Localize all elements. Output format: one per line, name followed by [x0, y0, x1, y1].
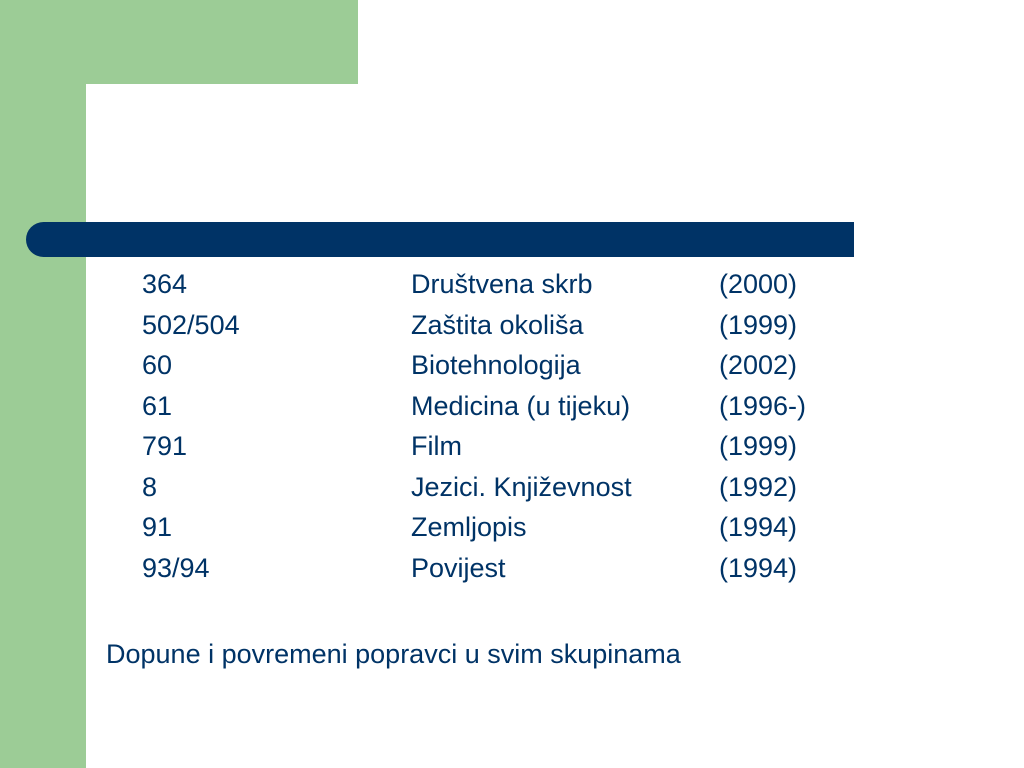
subject-name: Medicina (u tijeku) [411, 390, 631, 421]
edition-year: (1994) [719, 512, 798, 542]
list-item [142, 386, 862, 427]
udc-code: 8 [142, 471, 158, 502]
edition-year: (2002) [719, 350, 798, 380]
subject-name: Povijest [411, 552, 506, 583]
list-item [142, 345, 862, 386]
decorative-rounded-corner [86, 84, 206, 204]
edition-year: (2000) [719, 269, 798, 299]
udc-code: 91 [142, 512, 173, 542]
edition-year: (1999) [719, 309, 798, 340]
subject-name: Zaštita okoliša [411, 309, 584, 340]
decorative-green-sidebar [0, 0, 86, 768]
udc-code: 791 [142, 431, 188, 461]
decorative-title-stripe [26, 222, 854, 257]
footer-note: Dopune i povremeni popravci u svim skupinama [106, 639, 681, 669]
udc-code: 60 [142, 350, 173, 380]
subject-name: Biotehnologija [411, 350, 581, 380]
list-item [142, 507, 862, 548]
udc-code: 61 [142, 390, 173, 421]
list-item [142, 467, 862, 508]
list-item [142, 305, 862, 346]
edition-year: (1996-) [719, 390, 807, 421]
edition-year: (1999) [719, 431, 798, 461]
edition-year: (1992) [719, 471, 798, 502]
subject-name: Zemljopis [411, 512, 527, 542]
udc-code: 364 [142, 269, 188, 299]
subject-name: Film [411, 431, 462, 461]
list-item [142, 264, 862, 305]
udc-code: 502/504 [142, 309, 240, 340]
subject-name: Društvena skrb [411, 269, 593, 299]
classification-list [142, 264, 862, 588]
list-item [142, 548, 862, 589]
edition-year: (1994) [719, 552, 798, 583]
subject-name: Jezici. Književnost [411, 471, 632, 502]
udc-code: 93/94 [142, 552, 210, 583]
list-item [142, 426, 862, 467]
